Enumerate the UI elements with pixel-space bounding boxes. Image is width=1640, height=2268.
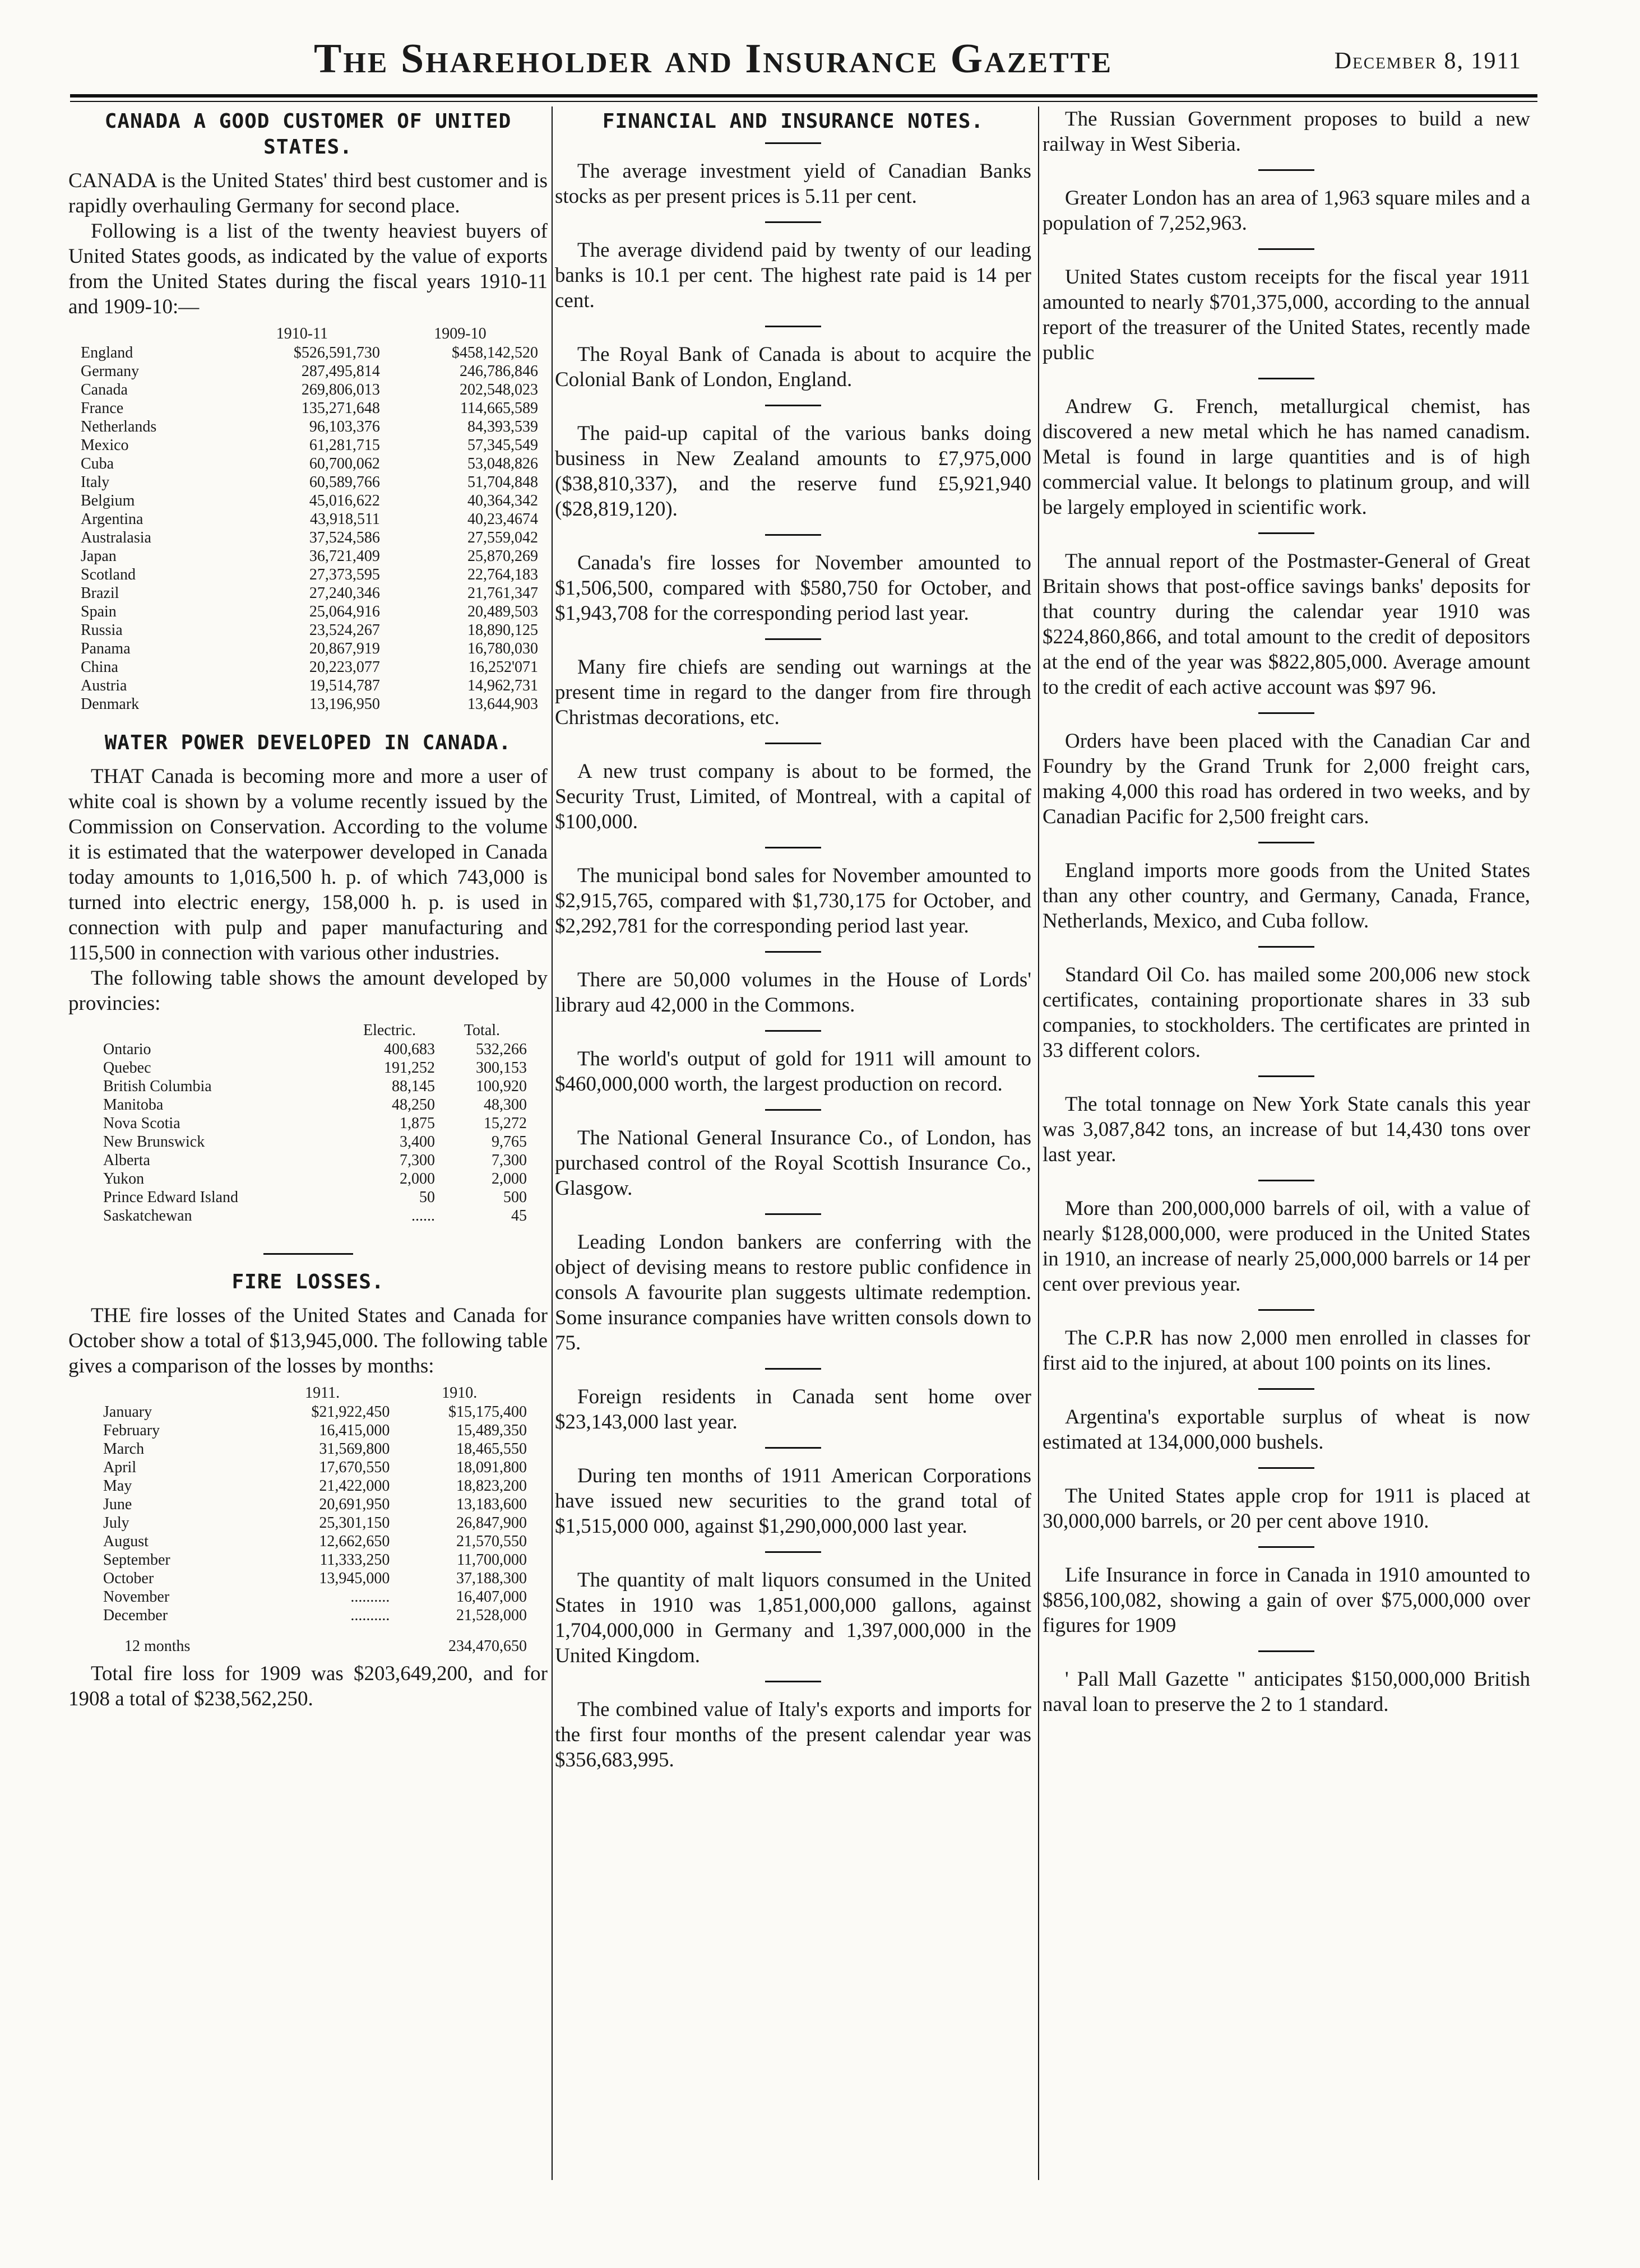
water-power-value-2: 532,266 — [476, 1041, 527, 1058]
exports-row — [80, 658, 539, 676]
note-separator — [1258, 1388, 1314, 1390]
exports-row — [80, 436, 539, 454]
fire-total-value: 234,470,650 — [448, 1638, 527, 1655]
fire-losses-value-2: 16,407,000 — [456, 1588, 527, 1606]
column-divider-1 — [552, 106, 553, 2180]
note-separator — [1258, 1309, 1314, 1311]
water-power-value-1: 400,683 — [383, 1041, 435, 1058]
exports-label: Canada — [81, 381, 128, 398]
note-separator — [1258, 1546, 1314, 1548]
misc-note: Orders have been placed with the Canadian Car and Foundry by the Grand Trunk for 2,000 freight cars, making 4,000 this road has ordered in two weeks, and by Canadian Pacific for 2,500 freight cars. — [1043, 730, 1530, 828]
note-separator — [1258, 946, 1314, 948]
misc-note: Andrew G. French, metallurgical chemist, has discovered a new metal which he has named canadism. Metal is found in large quantities and is of high commercial value. It belongs to platinum group, and will be largely employed in scientific work. — [1043, 395, 1530, 519]
note-separator — [1258, 248, 1314, 250]
water-power-value-2: 100,920 — [476, 1078, 527, 1095]
exports-label: Australasia — [81, 529, 151, 546]
fire-losses-row — [102, 1532, 528, 1551]
fire-losses-value-1: 31,569,800 — [319, 1440, 390, 1458]
financial-note: Canada's fire losses for November amounted to $1,506,500, compared with $580,750 for October, and $1,943,708 for the corresponding period last year. — [555, 551, 1031, 625]
note-separator — [1258, 1467, 1314, 1469]
note-separator — [765, 1551, 821, 1553]
misc-note: Standard Oil Co. has mailed some 200,006 new stock certificates, containing proportionate shares in 33 sub companies, to stockholders. The certificates are printed in 33 different colors. — [1043, 963, 1530, 1062]
fire-losses-label: September — [103, 1551, 170, 1569]
financial-note: The quantity of malt liquors consumed in the United States in 1910 was 1,851,000,000 gallons, against 1,704,000,000 in Germany and 1,397,000,000 in the United Kingdom. — [555, 1569, 1031, 1667]
exports-value-2: 13,644,903 — [467, 695, 538, 713]
exports-row — [80, 418, 539, 436]
note-separator — [1258, 532, 1314, 534]
exports-value-1: 60,700,062 — [309, 455, 380, 472]
misc-note: The United States apple crop for 1911 is placed at 30,000,000 barrels, or 20 per cent above 1910. — [1043, 1485, 1530, 1533]
water-power-row — [102, 1151, 528, 1170]
financial-note: The world's output of gold for 1911 will amount to $460,000,000 worth, the largest production on record. — [555, 1047, 1031, 1096]
exports-value-2: 16,252'071 — [468, 658, 538, 676]
water-power-label: Alberta — [103, 1152, 150, 1169]
water-power-value-2: 500 — [503, 1189, 527, 1206]
fire-losses-value-2: 26,847,900 — [456, 1514, 527, 1532]
exports-value-1: 27,240,346 — [309, 585, 380, 602]
fire-losses-row — [102, 1606, 528, 1625]
exports-value-1: 45,016,622 — [309, 492, 380, 509]
exports-value-1: 43,918,511 — [309, 511, 380, 528]
exports-value-1: 60,589,766 — [309, 474, 380, 491]
fire-losses-value-1: 17,670,550 — [319, 1459, 390, 1476]
fire-losses-row — [102, 1588, 528, 1606]
water-col-total: Total. — [464, 1022, 501, 1039]
column-2 — [555, 106, 1031, 2190]
fire-losses-value-2: 18,823,200 — [456, 1477, 527, 1495]
exports-value-1: 13,196,950 — [309, 695, 380, 713]
exports-row — [80, 639, 539, 658]
exports-value-1: 61,281,715 — [309, 437, 380, 454]
exports-col-1910-11: 1910-11 — [276, 325, 328, 342]
heading-separator — [765, 142, 821, 144]
note-separator — [765, 1368, 821, 1370]
financial-note: The Royal Bank of Canada is about to acquire the Colonial Bank of London, England. — [555, 343, 1031, 391]
water-power-row — [102, 1207, 528, 1225]
fire-losses-heading: FIRE LOSSES. — [231, 1270, 384, 1293]
water-power-value-2: 300,153 — [476, 1059, 527, 1077]
note-separator — [765, 1681, 821, 1682]
exports-value-2: 18,890,125 — [467, 622, 538, 639]
exports-row — [80, 473, 539, 491]
misc-note: Greater London has an area of 1,963 square miles and a population of 7,252,963. — [1043, 187, 1530, 235]
exports-value-2: 27,559,042 — [467, 529, 538, 546]
exports-row — [80, 454, 539, 473]
note-separator — [1258, 712, 1314, 714]
fire-losses-value-1: .......... — [350, 1588, 390, 1606]
canada-customer-paragraph-2: Following is a list of the twenty heaviest buyers of United States goods, as indicated by the value of exports from the United States during the fiscal years 1910-11 and 1909-10:— — [68, 220, 548, 318]
fire-losses-value-1: 20,691,950 — [319, 1496, 390, 1513]
fire-losses-row — [102, 1421, 528, 1440]
exports-value-2: 14,962,731 — [467, 677, 538, 694]
section-separator — [263, 1253, 353, 1255]
fire-losses-row — [102, 1458, 528, 1477]
financial-note: The National General Insurance Co., of London, has purchased control of the Royal Scottish Insurance Co., Glasgow. — [555, 1126, 1031, 1200]
masthead — [73, 31, 1536, 92]
fire-losses-label: April — [103, 1459, 137, 1476]
fire-losses-label: October — [103, 1570, 154, 1587]
misc-note: England imports more goods from the United States than any other country, and Germany, Canada, France, Netherlands, Mexico, and Cuba follow. — [1043, 859, 1530, 933]
exports-value-2: 40,23,4674 — [467, 511, 538, 528]
fire-losses-value-2: 18,091,800 — [456, 1459, 527, 1476]
note-separator — [765, 1447, 821, 1449]
water-power-label: British Columbia — [103, 1078, 212, 1095]
fire-losses-row — [102, 1551, 528, 1569]
exports-value-1: 20,223,077 — [309, 658, 380, 676]
fire-losses-value-2: $15,175,400 — [448, 1403, 527, 1421]
fire-losses-label: June — [103, 1496, 132, 1513]
financial-note: During ten months of 1911 American Corporations have issued new securities to the grand total of $1,515,000 000, against $1,290,000,000 last year. — [555, 1464, 1031, 1538]
exports-value-2: 25,870,269 — [467, 548, 538, 565]
misc-note: The C.P.R has now 2,000 men enrolled in classes for first aid to the injured, at about 100 points on its lines. — [1043, 1327, 1530, 1375]
exports-label: Panama — [81, 640, 131, 657]
water-power-value-2: 9,765 — [492, 1133, 527, 1151]
exports-label: Austria — [81, 677, 127, 694]
water-power-value-2: 48,300 — [484, 1096, 527, 1114]
note-separator — [765, 405, 821, 406]
financial-notes-heading: FINANCIAL AND INSURANCE NOTES. — [602, 110, 984, 133]
water-power-label: Quebec — [103, 1059, 151, 1077]
column-divider-2 — [1038, 106, 1039, 2180]
financial-note: The paid-up capital of the various banks doing business in New Zealand amounts to £7,975,000 ($38,810,337), and the reserve fund £5,921,940 ($28,819,120). — [555, 422, 1031, 521]
exports-col-1909-10: 1909-10 — [434, 325, 487, 342]
fire-losses-value-2: 37,188,300 — [456, 1570, 527, 1587]
fire-losses-label: November — [103, 1588, 170, 1606]
exports-row — [80, 621, 539, 639]
exports-value-2: 21,761,347 — [467, 585, 538, 602]
note-separator — [1258, 1075, 1314, 1077]
exports-label: France — [81, 400, 124, 417]
misc-note: The annual report of the Postmaster-General of Great Britain shows that post-office savings banks' deposits for that country during the calendar year 1910 was $224,860,866, and total amount to the credit of depositors at the end of the year was $822,805,000. Average amount to the credit of each active account was $97 96. — [1043, 550, 1530, 699]
water-power-paragraph-1: THAT Canada is becoming more and more a user of white coal is shown by a volume recently issued by the Commission on Conservation. According to the volume it is estimated that the waterpower developed in Canada today amounts to 1,016,500 h. p. of which 743,000 is turned into electric energy, 158,000 h. p. is used in connection with pulp and paper manufacturing and 115,500 in connection with various other industries. — [68, 765, 548, 964]
note-separator — [1258, 378, 1314, 379]
exports-label: Belgium — [81, 492, 135, 509]
masthead-rule-thick — [70, 94, 1537, 98]
exports-row — [80, 399, 539, 418]
fire-losses-label: March — [103, 1440, 145, 1458]
exports-value-2: 57,345,549 — [467, 437, 538, 454]
water-power-row — [102, 1059, 528, 1077]
water-power-value-1: 88,145 — [391, 1078, 435, 1095]
exports-table — [80, 324, 539, 713]
water-power-row — [102, 1040, 528, 1059]
exports-value-2: 84,393,539 — [467, 418, 538, 435]
water-power-value-1: 1,875 — [399, 1115, 435, 1132]
fire-losses-value-2: 13,183,600 — [456, 1496, 527, 1513]
exports-value-2: 53,048,826 — [467, 455, 538, 472]
canada-customer-heading: CANADA A GOOD CUSTOMER OF UNITED STATES. — [104, 110, 512, 159]
fire-col-1910: 1910. — [442, 1384, 478, 1402]
water-power-label: Nova Scotia — [103, 1115, 180, 1132]
exports-label: Spain — [81, 603, 117, 620]
water-power-value-2: 15,272 — [484, 1115, 527, 1132]
note-separator — [765, 534, 821, 536]
fire-losses-table-header — [102, 1383, 528, 1403]
misc-note: Argentina's exportable surplus of wheat is now estimated at 134,000,000 bushels. — [1043, 1406, 1530, 1454]
water-power-heading: WATER POWER DEVELOPED IN CANADA. — [104, 731, 512, 754]
column-1 — [68, 106, 548, 2190]
water-power-value-2: 2,000 — [492, 1170, 527, 1188]
canada-customer-paragraph-1: CANADA is the United States' third best customer and is rapidly overhauling Germany for second place. — [68, 169, 548, 217]
water-power-row — [102, 1188, 528, 1207]
exports-value-1: 20,867,919 — [309, 640, 380, 657]
fire-losses-value-2: 11,700,000 — [457, 1551, 527, 1569]
exports-value-1: 19,514,787 — [309, 677, 380, 694]
exports-value-2: 114,665,589 — [460, 400, 538, 417]
fire-losses-value-1: 13,945,000 — [319, 1570, 390, 1587]
misc-note: United States custom receipts for the fiscal year 1911 amounted to nearly $701,375,000, according to the annual report of the treasurer of the United States, recently made public — [1043, 266, 1530, 364]
note-separator — [765, 951, 821, 953]
water-power-label: New Brunswick — [103, 1133, 205, 1151]
note-separator — [765, 1109, 821, 1111]
water-power-row — [102, 1077, 528, 1096]
fire-losses-value-1: 11,333,250 — [319, 1551, 390, 1569]
note-separator — [765, 1030, 821, 1032]
note-separator — [765, 743, 821, 744]
water-col-electric: Electric. — [363, 1022, 416, 1039]
exports-value-1: $526,591,730 — [293, 344, 380, 361]
column-3 — [1043, 106, 1530, 2190]
note-separator — [765, 847, 821, 848]
fire-losses-label: January — [103, 1403, 152, 1421]
exports-row — [80, 381, 539, 399]
water-power-value-1: ...... — [411, 1207, 435, 1225]
exports-label: Italy — [81, 474, 110, 491]
misc-note: More than 200,000,000 barrels of oil, with a value of nearly $128,000,000, were produced in the United States in 1910, an increase of nearly 25,000,000 barrels or 14 per cent over previous year. — [1043, 1197, 1530, 1296]
exports-label: Cuba — [81, 455, 114, 472]
water-power-paragraph-2: The following table shows the amount developed by provincies: — [68, 967, 548, 1015]
fire-losses-value-2: 15,489,350 — [456, 1422, 527, 1439]
financial-note: The municipal bond sales for November amounted to $2,915,765, compared with $1,730,175 for October, and $2,292,781 for the corresponding period last year. — [555, 864, 1031, 938]
note-separator — [765, 1213, 821, 1215]
misc-note: ' Pall Mall Gazette " anticipates $150,000,000 British naval loan to preserve the 2 to 1 standard. — [1043, 1668, 1530, 1716]
fire-losses-label: August — [103, 1533, 149, 1550]
water-power-row — [102, 1114, 528, 1133]
issue-date: December 8, 1911 — [1334, 48, 1522, 74]
fire-losses-value-1: .......... — [350, 1607, 390, 1624]
fire-losses-value-1: $21,922,450 — [311, 1403, 390, 1421]
financial-note: Foreign residents in Canada sent home over $23,143,000 last year. — [555, 1385, 1031, 1434]
exports-label: Brazil — [81, 585, 119, 602]
exports-row — [80, 491, 539, 510]
water-power-value-1: 3,400 — [399, 1133, 435, 1151]
newspaper-title: The Shareholder and Insurance Gazette — [314, 36, 1113, 82]
financial-note: The combined value of Italy's exports and imports for the first four months of the present calendar year was $356,683,995. — [555, 1698, 1031, 1771]
fire-losses-row — [102, 1477, 528, 1495]
masthead-rule-thin — [70, 101, 1537, 102]
financial-note: The average dividend paid by twenty of our leading banks is 10.1 per cent. The highest rate paid is 14 per cent. — [555, 239, 1031, 312]
exports-label: Argentina — [81, 511, 143, 528]
exports-value-1: 27,373,595 — [309, 566, 380, 583]
note-separator — [765, 221, 821, 223]
fire-losses-value-1: 16,415,000 — [319, 1422, 390, 1439]
exports-row — [80, 695, 539, 713]
exports-row — [80, 510, 539, 528]
fire-col-1911: 1911. — [305, 1384, 340, 1402]
exports-value-1: 287,495,814 — [301, 363, 380, 380]
exports-label: Russia — [81, 622, 123, 639]
exports-value-2: 16,780,030 — [467, 640, 538, 657]
water-power-label: Prince Edward Island — [103, 1189, 239, 1206]
fire-losses-row — [102, 1495, 528, 1514]
note-separator — [1258, 1180, 1314, 1181]
exports-label: China — [81, 658, 118, 676]
exports-row — [80, 602, 539, 621]
exports-label: Mexico — [81, 437, 129, 454]
exports-value-2: 202,548,023 — [460, 381, 538, 398]
water-power-value-1: 2,000 — [399, 1170, 435, 1188]
exports-value-1: 23,524,267 — [309, 622, 380, 639]
exports-value-2: 20,489,503 — [467, 603, 538, 620]
fire-losses-value-1: 21,422,000 — [319, 1477, 390, 1495]
water-power-label: Yukon — [103, 1170, 145, 1188]
financial-note: Leading London bankers are conferring with the object of devising means to restore public confidence in consols A favourite plan suggests ultimate redemption. Some insurance companies have written consols down to 75. — [555, 1231, 1031, 1355]
exports-value-1: 25,064,916 — [309, 603, 380, 620]
exports-table-header — [80, 324, 539, 344]
water-power-value-2: 7,300 — [492, 1152, 527, 1169]
exports-row — [80, 547, 539, 565]
exports-value-1: 36,721,409 — [309, 548, 380, 565]
exports-row — [80, 362, 539, 381]
financial-note: There are 50,000 volumes in the House of Lords' library aud 42,000 in the Commons. — [555, 968, 1031, 1017]
fire-losses-value-2: 21,528,000 — [456, 1607, 527, 1624]
exports-label: Netherlands — [81, 418, 157, 435]
fire-losses-label: May — [103, 1477, 132, 1495]
exports-value-1: 37,524,586 — [309, 529, 380, 546]
fire-losses-value-1: 12,662,650 — [319, 1533, 390, 1550]
fire-losses-table — [102, 1383, 528, 1655]
exports-value-2: $458,142,520 — [452, 344, 538, 361]
water-power-table — [102, 1021, 528, 1225]
water-power-table-header — [102, 1021, 528, 1040]
note-separator — [1258, 1650, 1314, 1652]
misc-note: Life Insurance in force in Canada in 1910 amounted to $856,100,082, showing a gain of over $75,000,000 over figures for 1909 — [1043, 1564, 1530, 1637]
exports-value-1: 135,271,648 — [301, 400, 380, 417]
fire-losses-row — [102, 1514, 528, 1532]
note-separator — [1258, 169, 1314, 171]
water-power-value-1: 48,250 — [391, 1096, 435, 1114]
exports-row — [80, 528, 539, 547]
water-power-label: Manitoba — [103, 1096, 164, 1114]
fire-losses-total-row — [102, 1625, 528, 1655]
financial-note: The average investment yield of Canadian Banks stocks as per present prices is 5.11 per cent. — [555, 160, 1031, 208]
exports-row — [80, 344, 539, 362]
water-power-value-2: 45 — [511, 1207, 527, 1225]
exports-label: Scotland — [81, 566, 136, 583]
exports-value-2: 40,364,342 — [467, 492, 538, 509]
fire-losses-value-2: 21,570,550 — [456, 1533, 527, 1550]
note-separator — [765, 326, 821, 327]
fire-losses-row — [102, 1440, 528, 1458]
financial-note: A new trust company is about to be formed, the Security Trust, Limited, of Montreal, with a capital of $100,000. — [555, 760, 1031, 833]
water-power-row — [102, 1170, 528, 1188]
fire-losses-closing: Total fire loss for 1909 was $203,649,200, and for 1908 a total of $238,562,250. — [68, 1662, 548, 1710]
misc-note: The total tonnage on New York State canals this year was 3,087,842 tons, an increase of but 14,430 tons over last year. — [1043, 1093, 1530, 1166]
fire-losses-value-2: 18,465,550 — [456, 1440, 527, 1458]
water-power-row — [102, 1096, 528, 1114]
water-power-label: Ontario — [103, 1041, 151, 1058]
fire-total-label: 12 months — [124, 1638, 191, 1655]
water-power-label: Saskatchewan — [103, 1207, 192, 1225]
fire-losses-label: February — [103, 1422, 160, 1439]
exports-value-2: 22,764,183 — [467, 566, 538, 583]
exports-row — [80, 584, 539, 602]
water-power-value-1: 191,252 — [383, 1059, 435, 1077]
exports-value-2: 246,786,846 — [460, 363, 538, 380]
exports-label: Germany — [81, 363, 140, 380]
exports-row — [80, 676, 539, 695]
note-separator — [1258, 842, 1314, 843]
exports-value-1: 96,103,376 — [309, 418, 380, 435]
exports-value-2: 51,704,848 — [467, 474, 538, 491]
water-power-row — [102, 1133, 528, 1151]
financial-note: Many fire chiefs are sending out warnings at the present time in regard to the danger from fire through Christmas decorations, etc. — [555, 656, 1031, 729]
water-power-value-1: 50 — [419, 1189, 435, 1206]
fire-losses-row — [102, 1403, 528, 1421]
fire-losses-label: July — [103, 1514, 129, 1532]
exports-label: Japan — [81, 548, 117, 565]
fire-losses-value-1: 25,301,150 — [319, 1514, 390, 1532]
exports-row — [80, 565, 539, 584]
fire-losses-row — [102, 1569, 528, 1588]
water-power-value-1: 7,300 — [399, 1152, 435, 1169]
fire-losses-paragraph: THE fire losses of the United States and Canada for October show a total of $13,945,000. The following table gives a comparison of the losses by months: — [68, 1304, 548, 1378]
exports-value-1: 269,806,013 — [301, 381, 380, 398]
note-separator — [765, 638, 821, 640]
misc-note: The Russian Government proposes to build a new railway in West Siberia. — [1043, 108, 1530, 156]
fire-losses-label: December — [103, 1607, 168, 1624]
exports-label: Denmark — [81, 695, 140, 713]
exports-label: England — [81, 344, 133, 361]
